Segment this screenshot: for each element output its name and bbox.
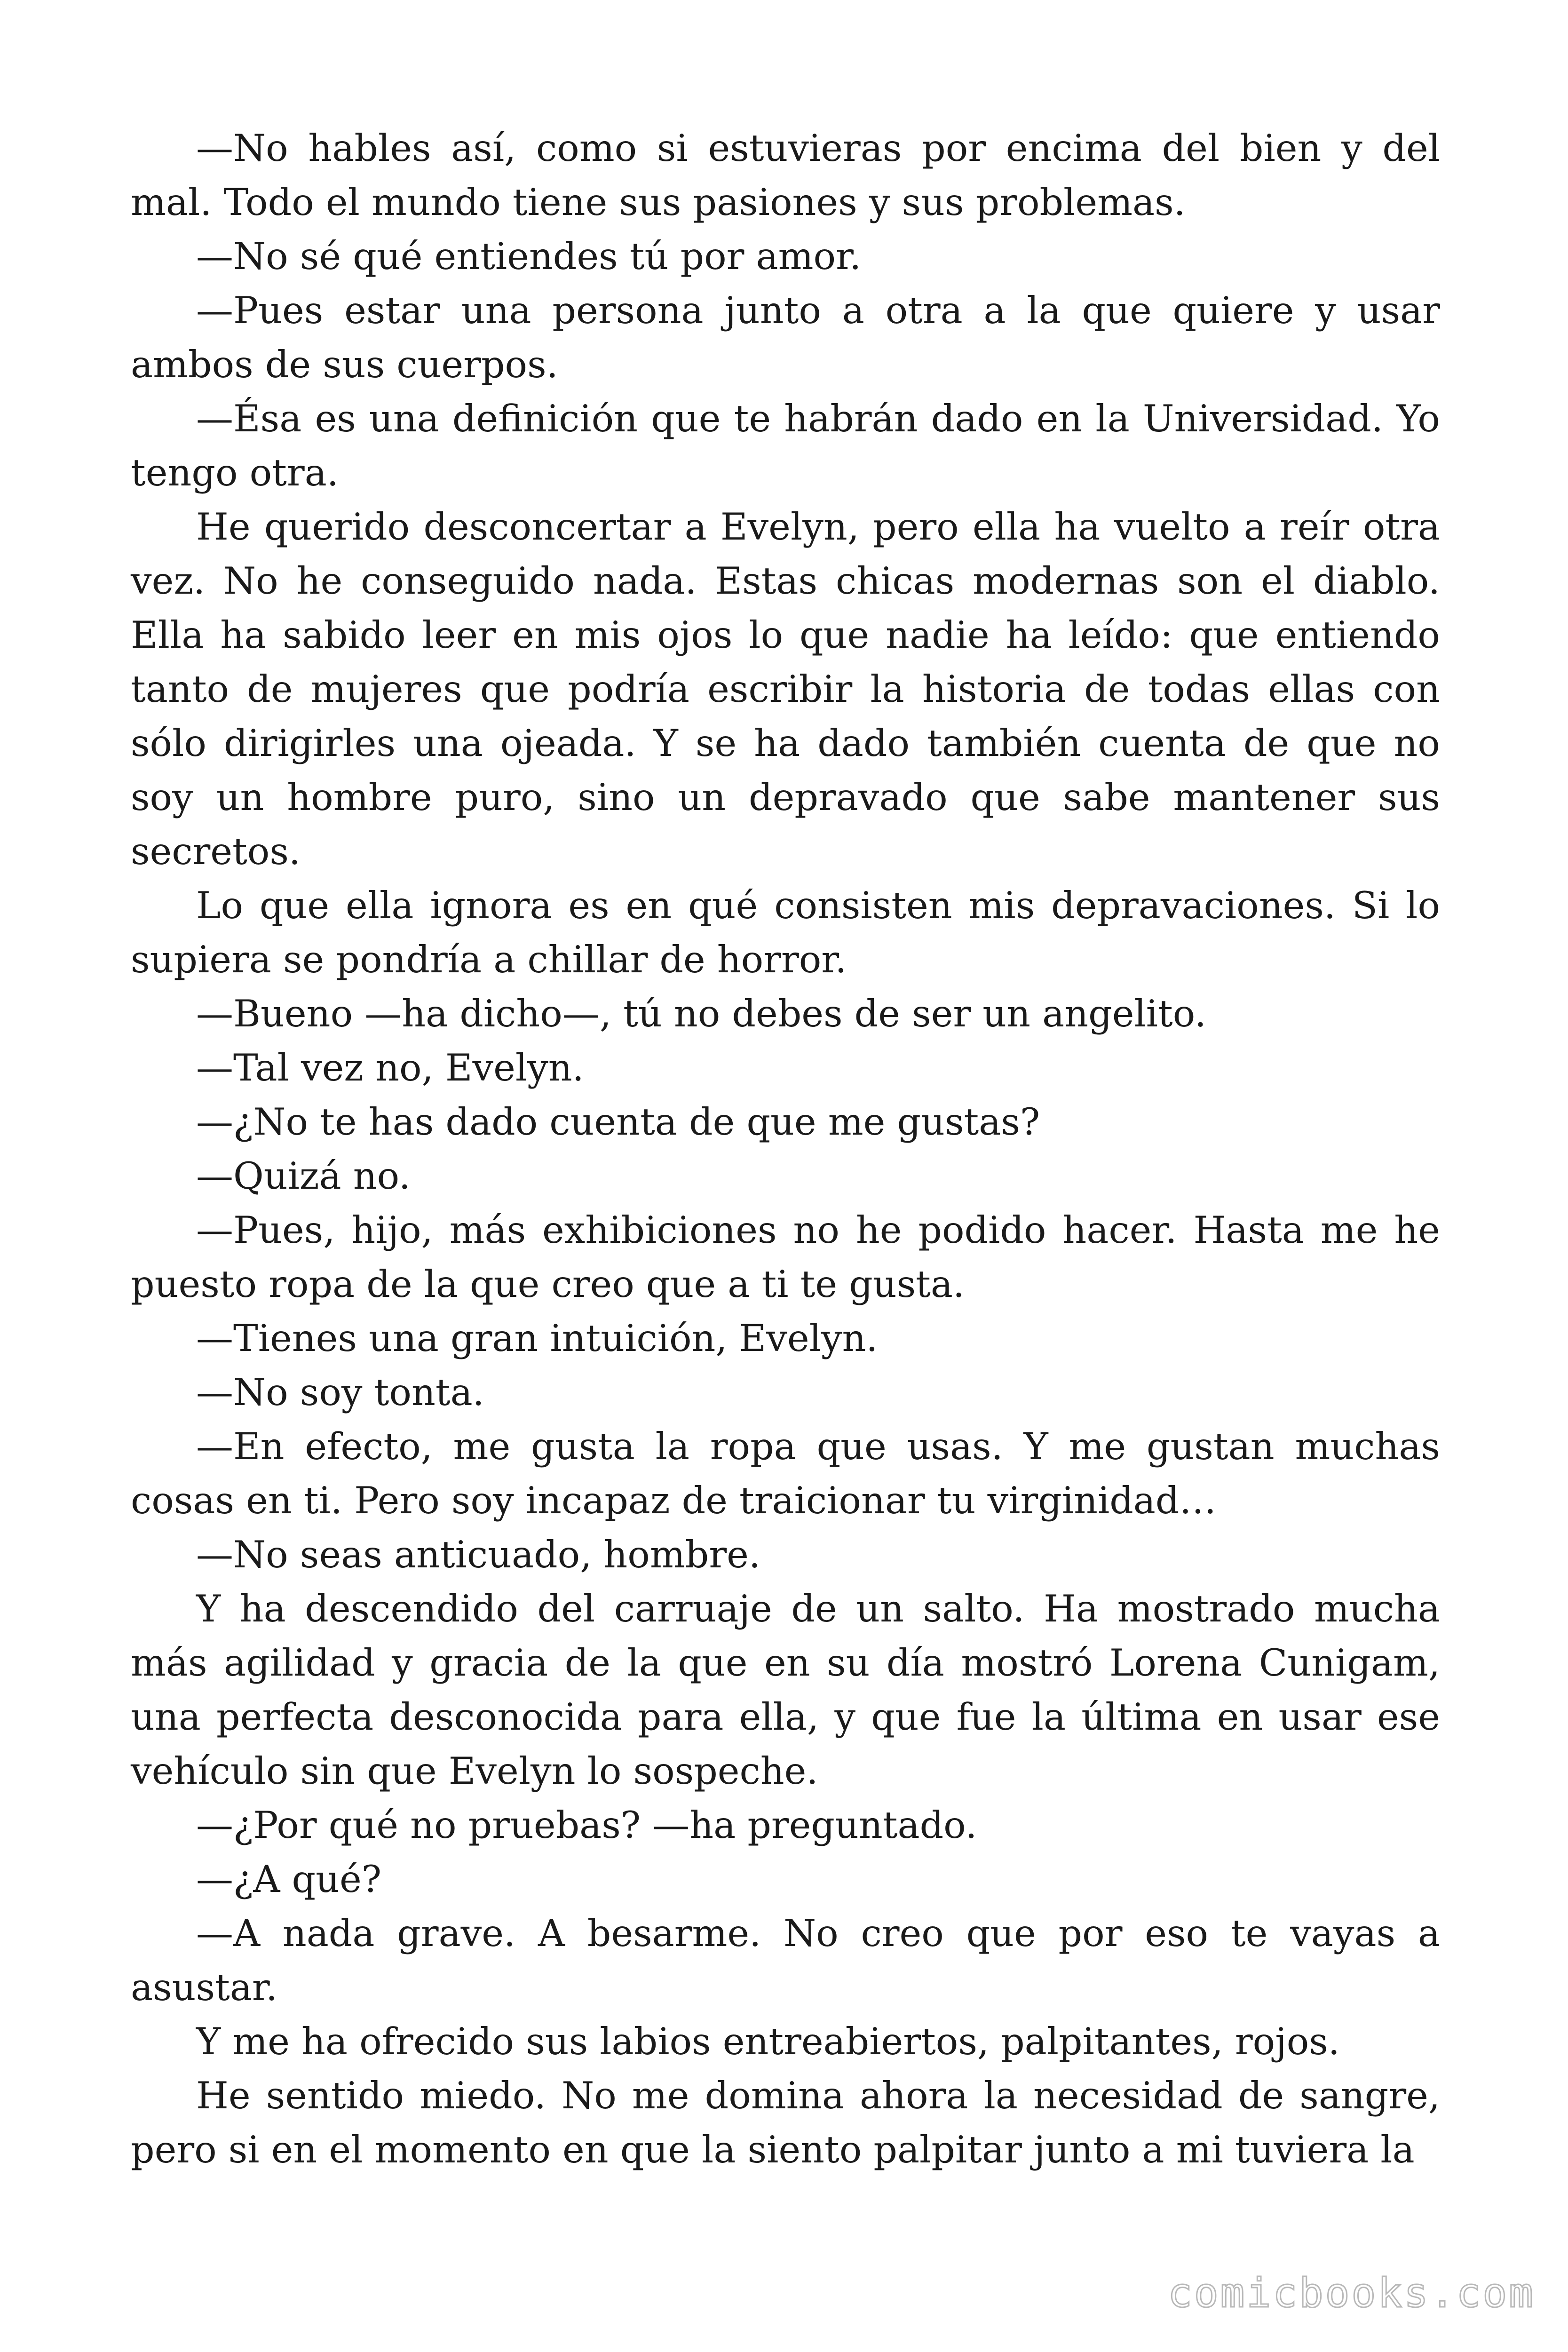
paragraph: —Quizá no. bbox=[196, 1154, 411, 1198]
paragraph: Y ha descendido del carruaje de un salto. Ha mostrado mucha más agilidad y gracia de la que en su día mostró Lorena Cunigam, una perfecta desconocida para ella, y que fue la última en usar ese vehículo sin que Evelyn lo sospeche. bbox=[131, 1587, 1440, 1793]
watermark: comicbooks.com bbox=[1168, 2270, 1535, 2317]
paragraph: —No seas anticuado, hombre. bbox=[196, 1533, 760, 1576]
paragraph: —No hables así, como si estuvieras por encima del bien y del mal. Todo el mundo tiene sus pasiones y sus problemas. bbox=[131, 127, 1440, 224]
paragraph: —Tal vez no, Evelyn. bbox=[196, 1046, 584, 1089]
paragraph: Lo que ella ignora es en qué consisten mis depravaciones. Si lo supiera se pondría a chillar de horror. bbox=[131, 884, 1440, 981]
paragraph: —¿Por qué no pruebas? —ha preguntado. bbox=[196, 1804, 977, 1847]
paragraph: He querido desconcertar a Evelyn, pero ella ha vuelto a reír otra vez. No he conseguido nada. Estas chicas modernas son el diablo. Ella ha sabido leer en mis ojos lo que nadie ha leído: que entiendo tanto de mujeres que podría escribir la historia de todas ellas con sólo dirigirles una ojeada. Y se ha dado también cuenta de que no soy un hombre puro, sino un depravado que sabe mantener sus secretos. bbox=[131, 505, 1440, 873]
paragraph: —Ésa es una definición que te habrán dado en la Universidad. Yo tengo otra. bbox=[131, 397, 1440, 494]
paragraph: —Pues, hijo, más exhibiciones no he podido hacer. Hasta me he puesto ropa de la que creo que a ti te gusta. bbox=[131, 1208, 1440, 1306]
paragraph: —No sé qué entiendes tú por amor. bbox=[196, 235, 862, 278]
paragraph: —Tienes una gran intuición, Evelyn. bbox=[196, 1317, 878, 1360]
paragraph: He sentido miedo. No me domina ahora la necesidad de sangre, pero si en el momento en que la siento palpitar junto a mi tuviera la bbox=[131, 2074, 1440, 2171]
paragraph: Y me ha ofrecido sus labios entreabiertos, palpitantes, rojos. bbox=[196, 2020, 1340, 2063]
paragraph: —¿No te has dado cuenta de que me gustas? bbox=[196, 1100, 1040, 1144]
paragraph: —¿A qué? bbox=[196, 1858, 382, 1901]
paragraph: —No soy tonta. bbox=[196, 1371, 484, 1414]
paragraph: —A nada grave. A besarme. No creo que por eso te vayas a asustar. bbox=[131, 1912, 1440, 2009]
paragraph: —En efecto, me gusta la ropa que usas. Y me gustan muchas cosas en ti. Pero soy incapaz de traicionar tu virginidad… bbox=[131, 1425, 1440, 1522]
body-text bbox=[131, 121, 1440, 2177]
paragraph: —Pues estar una persona junto a otra a la que quiere y usar ambos de sus cuerpos. bbox=[131, 289, 1440, 386]
paragraph: —Bueno —ha dicho—, tú no debes de ser un angelito. bbox=[196, 992, 1207, 1035]
